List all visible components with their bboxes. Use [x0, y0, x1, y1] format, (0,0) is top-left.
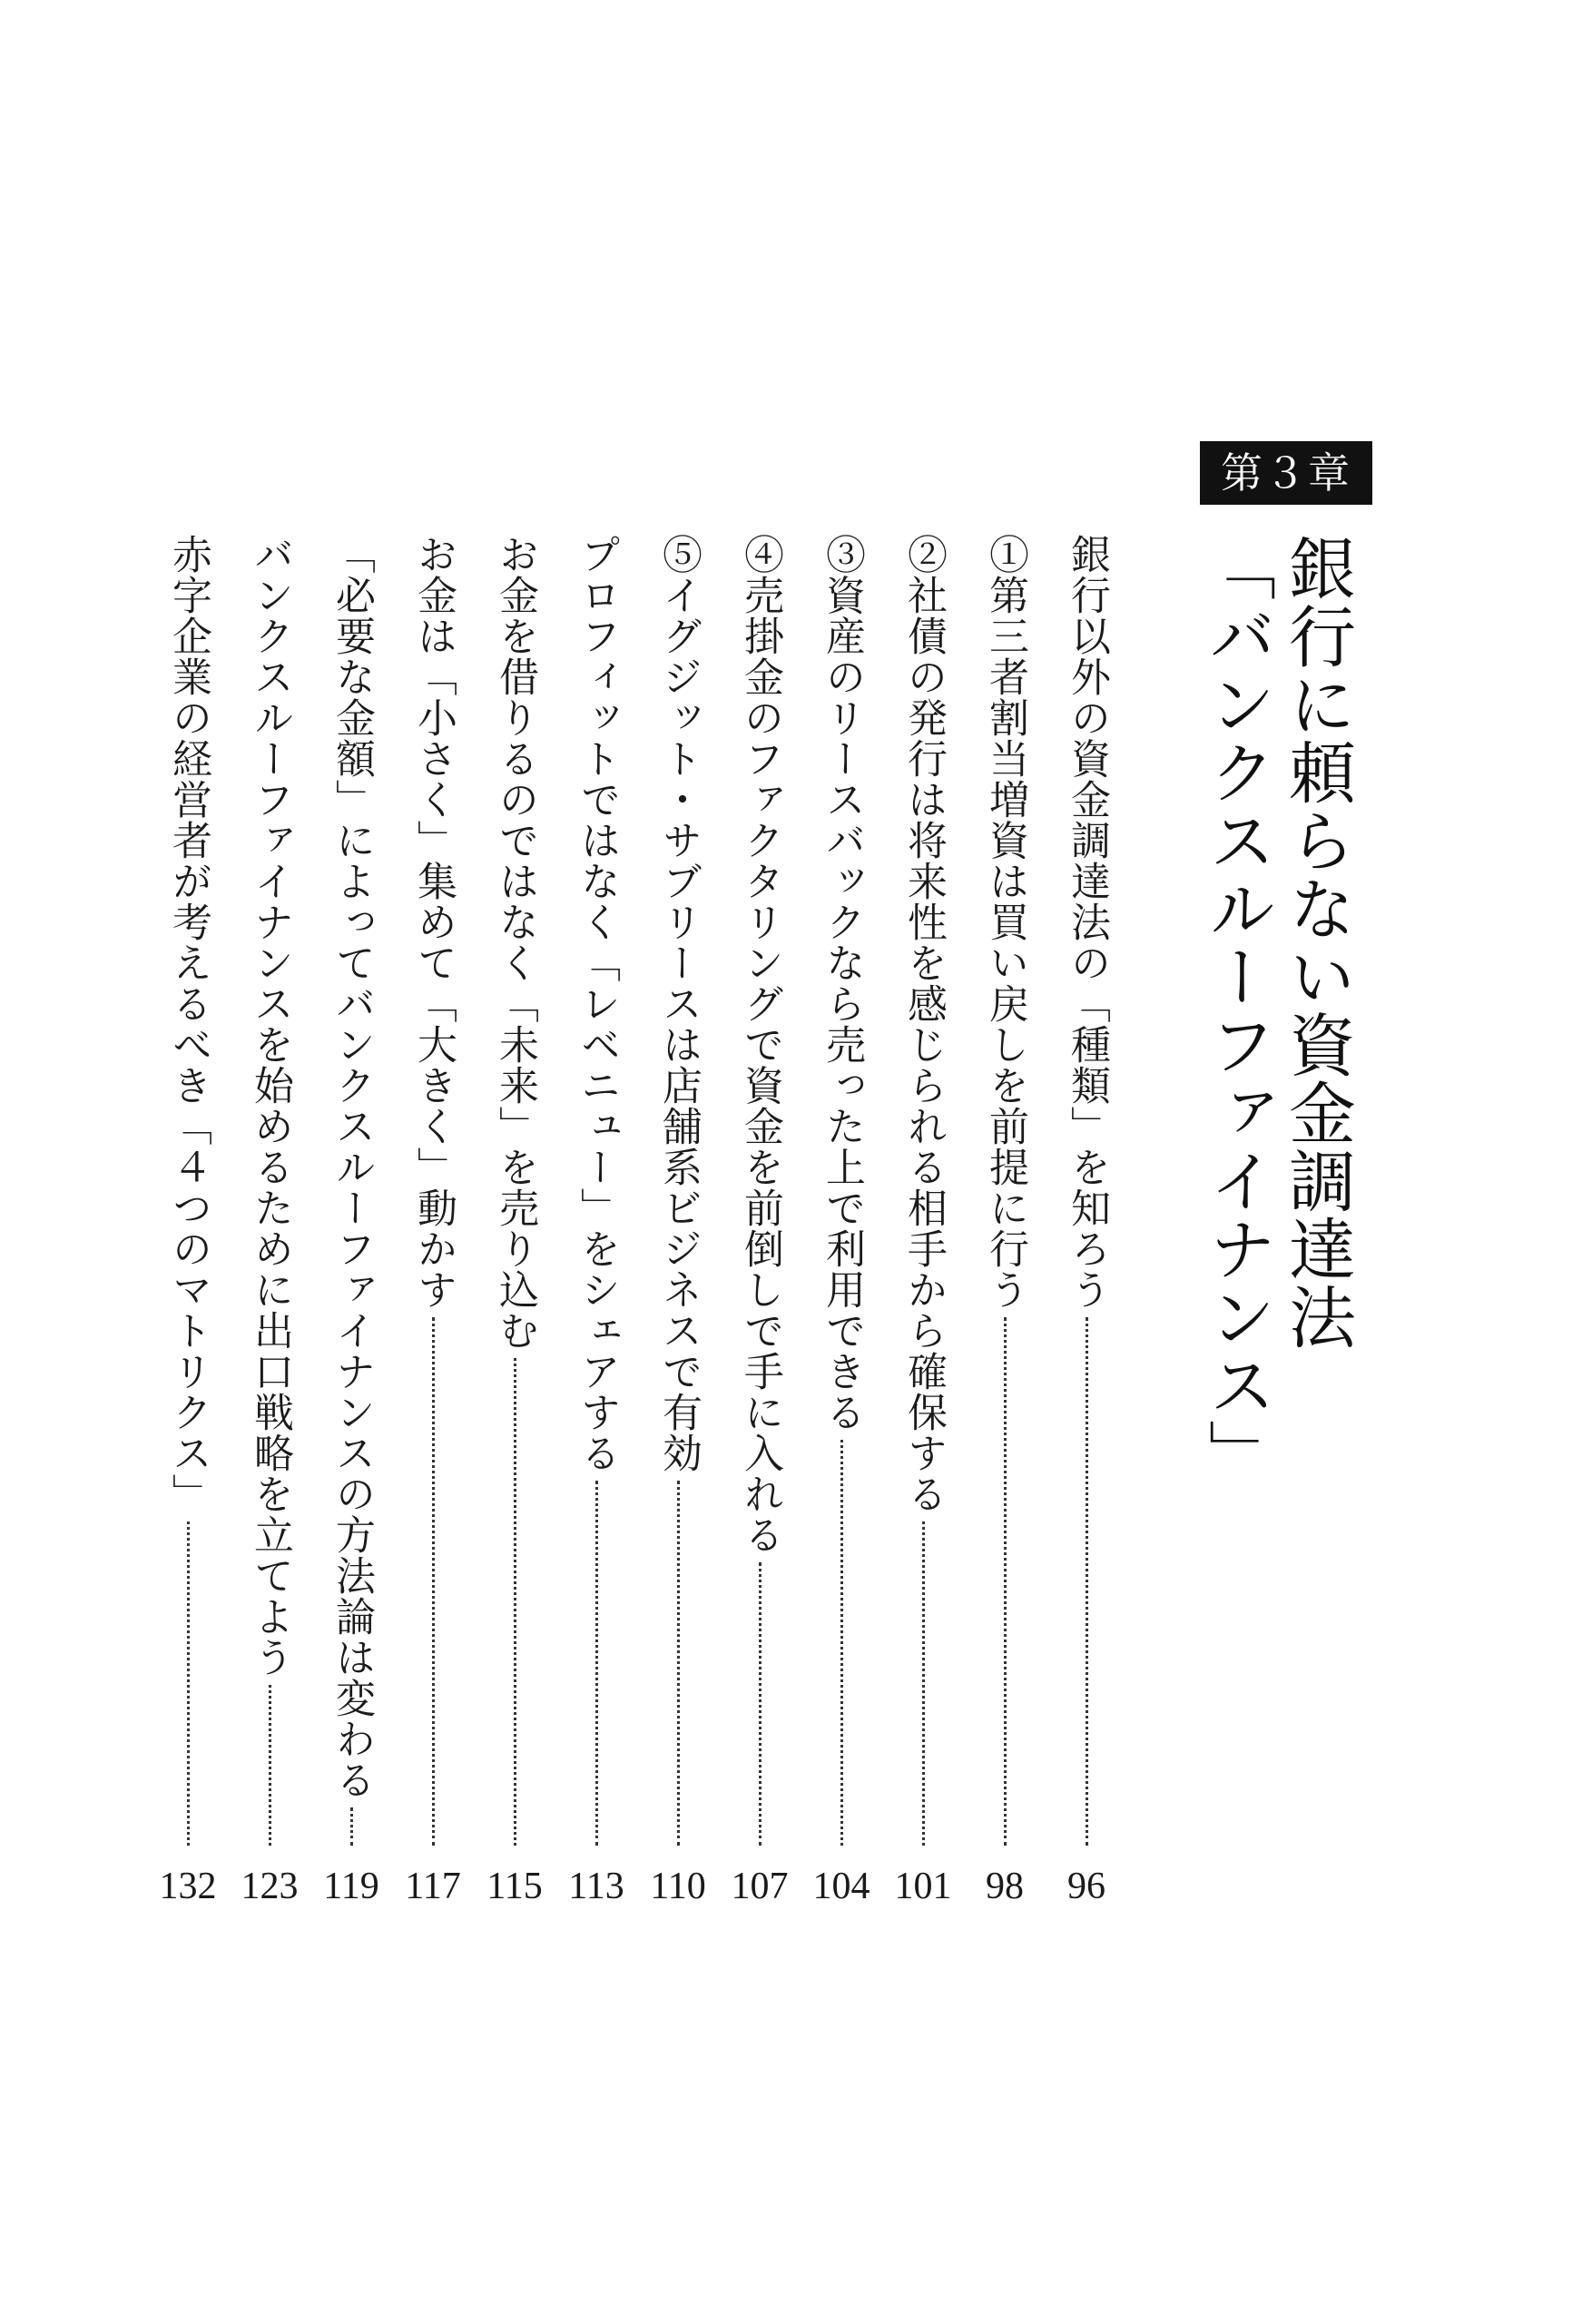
toc-entry[interactable] [731, 534, 789, 1909]
toc-entry[interactable] [894, 534, 952, 1909]
toc-entry-title: ②社債の発行は将来性を感じられる相手から確保する [900, 534, 947, 1514]
toc-page-number: 98 [986, 1866, 1024, 1907]
dot-leader [759, 1562, 762, 1846]
toc-entry[interactable] [650, 534, 706, 1909]
toc-entry-title: お金を借りるのではなく「未来」を売り込む [492, 534, 538, 1351]
toc-page-number: 110 [650, 1866, 706, 1907]
toc-page-number: 115 [486, 1866, 543, 1907]
toc-entry[interactable] [323, 534, 379, 1909]
toc-entry[interactable] [568, 534, 624, 1909]
toc-entry[interactable] [159, 534, 217, 1909]
toc-entry[interactable] [982, 534, 1027, 1909]
chapter-title-line1: 銀行に頼らない資金調達法 [1278, 534, 1356, 1351]
toc-entry[interactable] [486, 534, 543, 1909]
toc-entry-title: お金は「小さく」集めて「大きく」動かす [410, 534, 457, 1310]
toc-page-number: 104 [812, 1866, 870, 1907]
chapter-title-line2: 「バンクスルーファイナンス」 [1198, 534, 1276, 1487]
toc-entry-title: プロフィットではなく「レベニュー」をシェアする [574, 534, 620, 1473]
toc-page-number: 119 [323, 1866, 379, 1907]
dot-leader [514, 1358, 516, 1846]
toc-page-number: 107 [731, 1866, 789, 1907]
toc-entry-title: ①第三者割当増資は買い戻しを前提に行う [982, 534, 1028, 1310]
toc-entry-title: 「必要な金額」によってバンクスルーファイナンスの方法論は変わる [329, 534, 375, 1800]
toc-entry-title: ⑤イグジット・サブリースは店舗系ビジネスで有効 [655, 534, 702, 1473]
toc-entry-title: 赤字企業の経営者が考えるべき「４つのマトリクス」 [165, 534, 211, 1514]
toc-page-number: 132 [159, 1866, 217, 1907]
dot-leader [840, 1440, 843, 1846]
toc-page-number: 101 [894, 1866, 952, 1907]
dot-leader [595, 1481, 598, 1846]
dot-leader [187, 1521, 190, 1846]
dot-leader [922, 1521, 925, 1846]
dot-leader [1004, 1317, 1007, 1846]
dot-leader [432, 1317, 435, 1846]
toc-entry-title: ③資産のリースバックなら売った上で利用できる [819, 534, 865, 1433]
chapter-badge: 第３章 [1200, 441, 1372, 505]
dot-leader [350, 1807, 353, 1846]
toc-entry-title: 銀行以外の資金調達法の「種類」を知ろう [1064, 534, 1110, 1310]
dot-leader [269, 1685, 271, 1846]
toc-entry[interactable] [405, 534, 461, 1909]
toc-entry[interactable] [812, 534, 870, 1909]
toc-page-number: 117 [405, 1866, 461, 1907]
toc-entry[interactable] [241, 534, 299, 1909]
toc-page-number: 96 [1067, 1866, 1105, 1907]
dot-leader [677, 1481, 680, 1846]
toc-page-number: 123 [241, 1866, 299, 1907]
toc-page-number: 113 [568, 1866, 624, 1907]
toc-entry-title: バンクスルーファイナンスを始めるために出口戦略を立てよう [247, 534, 293, 1678]
toc-entry[interactable] [1064, 534, 1109, 1909]
toc-entry-title: ④売掛金のファクタリングで資金を前倒しで手に入れる [737, 534, 783, 1555]
dot-leader [1086, 1317, 1088, 1846]
